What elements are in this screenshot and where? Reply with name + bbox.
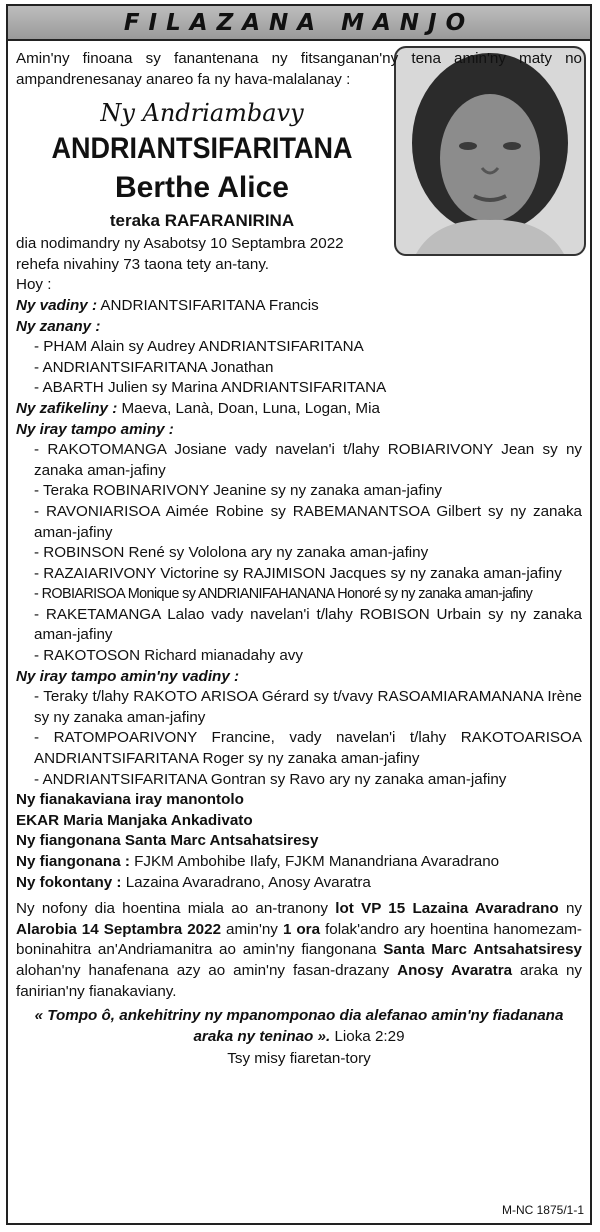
verse-reference: Lioka 2:29 — [330, 1027, 405, 1045]
spouse-line — [16, 296, 582, 317]
ad-reference: M-NC 1875/1-1 — [501, 1203, 584, 1217]
list-item: - Teraka ROBINARIVONY Jeanine sy ny zanaka aman-jafiny — [34, 482, 442, 500]
banner-title: FILAZANA MANJO — [8, 6, 590, 41]
churches-line — [16, 852, 582, 873]
list-item: - Teraky t/lahy RAKOTO ARISOA Gérard sy t/vavy RASOAMIARAMANANA Irène sy ny zanaka aman-jafiny — [34, 688, 582, 726]
fokontany-line — [16, 873, 582, 894]
siblings-label: Ny iray tampo aminy : — [16, 420, 174, 438]
maiden-name: RAFARANIRINA — [164, 211, 295, 231]
fokontany-label: Ny fokontany : — [16, 873, 122, 891]
verse-block — [16, 1006, 582, 1047]
death-line: dia nodimandry ny Asabotsy 10 Septambra 2022 — [16, 235, 344, 253]
obituary-frame — [6, 4, 592, 1225]
given-names: Berthe Alice — [115, 171, 289, 205]
funeral-text: Ny nofony dia hoentina miala ao an-tranony — [16, 900, 336, 918]
honorific: Ny Andriambavy — [100, 99, 304, 128]
list-item: - ANDRIANTSIFARITANA Gontran sy Ravo ary ny zanaka aman-jafiny — [34, 770, 507, 788]
list-item: - ROBIARISOA Monique sy ANDRIANIFAHANANA Honoré sy ny zanaka aman-jafiny — [34, 586, 533, 603]
spouse-value: ANDRIANTSIFARITANA Francis — [100, 296, 319, 314]
list-item: - RAKOTOMANGA Josiane vady navelan'i t/lahy ROBIARIVONY Jean sy ny zanaka aman-jafiny — [34, 441, 582, 479]
children-label: Ny zanany : — [16, 317, 101, 335]
maiden-prefix: teraka — [109, 211, 160, 231]
list-item: - ABARTH Julien sy Marina ANDRIANTSIFARITANA — [34, 379, 387, 397]
funeral-text: araka ny fanirian'ny fianakaviany. — [16, 961, 583, 1000]
funeral-date: Alarobia 14 Septambra 2022 — [16, 920, 222, 938]
grandchildren-value: Maeva, Lanà, Doan, Luna, Logan, Mia — [121, 399, 380, 417]
funeral-church: Santa Marc Antsahatsiresy — [383, 941, 582, 959]
list-item: - RATOMPOARIVONY Francine, vady navelan'i t/lahy RAKOTOARISOA ANDRIANTSIFARITANA Roger sy ny zanaka aman-jafiny — [34, 729, 582, 768]
age-line: rehefa nivahiny 73 taona tety an-tany. — [16, 255, 270, 273]
spouse-siblings-label: Ny iray tampo amin'ny vadiny : — [16, 667, 240, 685]
grandchildren-label: Ny zafikeliny : — [16, 399, 118, 417]
funeral-time: 1 ora — [282, 920, 321, 938]
list-item: - PHAM Alain sy Audrey ANDRIANTSIFARITANA — [34, 338, 364, 356]
funeral-text: ny — [558, 900, 582, 918]
intro-text: Amin'ny finoana sy fanantenana ny fitsanganan'ny tena amin'ny maty no ampandrenesanay anareo fa ny hava-malalanay : — [16, 50, 582, 88]
spouse-label: Ny vadiny : — [16, 296, 98, 314]
parish-line: Ny fiangonana Santa Marc Antsahatsiresy — [16, 832, 319, 850]
maiden-name-line — [16, 208, 388, 234]
ekar-line: EKAR Maria Manjaka Ankadivato — [16, 811, 253, 829]
list-item: - RAKOTOSON Richard mianadahy avy — [34, 647, 303, 665]
funeral-cemetery: Anosy Avaratra — [397, 961, 513, 979]
churches-label: Ny fiangonana : — [16, 853, 130, 870]
family-line: Ny fianakaviana iray manontolo — [16, 791, 244, 809]
funeral-text: amin'ny — [221, 920, 283, 938]
list-item: - ANDRIANTSIFARITANA Jonathan — [34, 358, 274, 376]
hoy-line: Hoy : — [16, 276, 52, 294]
surname: ANDRIANTSIFARITANA — [51, 132, 353, 166]
list-item: - RAZAIARIVONY Victorine sy RAJIMISON Jacques sy ny zanaka aman-jafiny — [34, 564, 562, 582]
grandchildren-line — [16, 399, 582, 420]
fokontany-value: Lazaina Avaradrano, Anosy Avaratra — [125, 873, 371, 891]
funeral-text: alohan'ny hanafenana azy ao amin'ny fasan-drazany — [16, 961, 398, 979]
list-item: - ROBINSON René sy Vololona ary ny zanaka aman-jafiny — [34, 544, 429, 562]
funeral-paragraph — [16, 899, 582, 1002]
funeral-address: lot VP 15 Lazaina Avaradrano — [335, 900, 559, 918]
no-flowers-line: Tsy misy fiaretan-tory — [227, 1050, 371, 1068]
churches-value: FJKM Ambohibe Ilafy, FJKM Manandriana Avaradrano — [134, 853, 500, 870]
list-item: - RAKETAMANGA Lalao vady navelan'i t/lahy ROBISON Urbain sy ny zanaka aman-jafiny — [34, 605, 582, 644]
funeral-text: folak'andro ary hoentina hanomezam-boninahitra an'Andriamanitra ao amin'ny fiangonana — [16, 920, 582, 959]
verse-text: « Tompo ô, ankehitriny ny mpanomponao dia alefanao amin'ny fiadanana araka ny teninao ». — [34, 1007, 564, 1045]
list-item: - RAVONIARISOA Aimée Robine sy RABEMANANTSOA Gilbert sy ny zanaka aman-jafiny — [34, 502, 582, 541]
